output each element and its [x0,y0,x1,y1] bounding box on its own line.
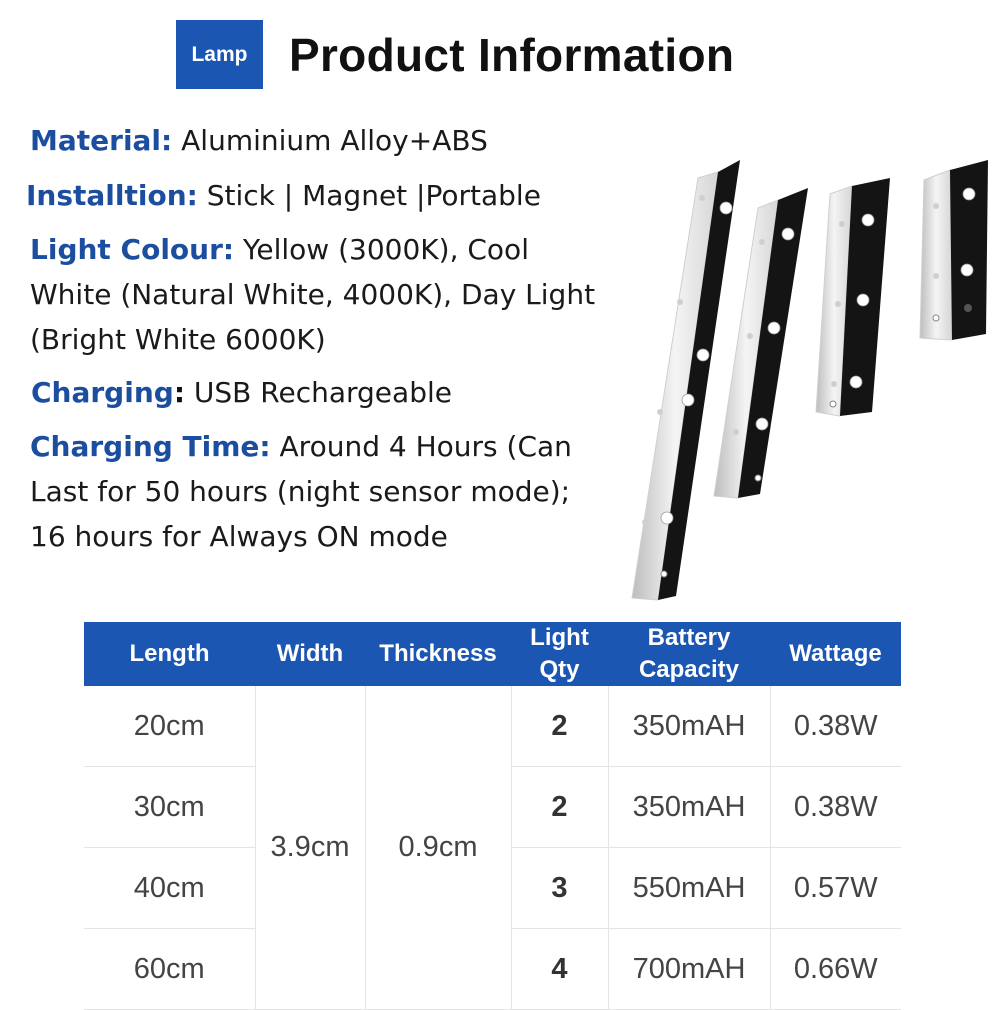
light-bar-60cm [632,160,740,600]
cell-wattage: 0.38W [770,686,901,767]
spec-value: Aluminium Alloy+ABS [172,124,488,157]
size-spec-table [84,622,901,1010]
light-bar-20cm [920,160,988,340]
column-header-wattage: Wattage [770,622,901,686]
product-light-bars-image [618,150,998,610]
brand-logo [176,20,263,89]
cell-length: 40cm [84,848,255,929]
column-header-light-qty: Light Qty [511,622,608,686]
table-row [84,686,901,767]
cell-width: 3.9cm [255,686,365,1010]
cell-light-qty: 2 [511,686,608,767]
spec-colon: : [173,376,186,409]
spec-charging-time [30,424,608,559]
spec-material [30,118,600,163]
cell-battery: 350mAH [608,686,770,767]
table-header-row [84,622,901,686]
spec-value: Around 4 Hours (Can Last for 50 hours (night sensor mode); 16 hours for Always ON mode [30,430,572,553]
cell-light-qty: 4 [511,929,608,1010]
cell-light-qty: 2 [511,767,608,848]
spec-value: Stick | Magnet |Portable [197,179,541,212]
cell-wattage: 0.66W [770,929,901,1010]
column-header-battery-capacity: Battery Capacity [608,622,770,686]
spec-installation [26,173,606,218]
column-header-length: Length [84,622,255,686]
spec-value: USB Rechargeable [185,376,452,409]
cell-length: 30cm [84,767,255,848]
cell-battery: 350mAH [608,767,770,848]
cell-wattage: 0.38W [770,767,901,848]
page-title: Product Information [289,29,735,81]
light-bar-30cm [816,178,890,416]
column-header-thickness: Thickness [365,622,511,686]
cell-battery: 550mAH [608,848,770,929]
spec-label: Material: [30,124,173,157]
spec-charging [31,370,601,415]
cell-battery: 700mAH [608,929,770,1010]
spec-label: Installtion: [26,179,198,212]
cell-thickness: 0.9cm [365,686,511,1010]
spec-value: Yellow (3000K), Cool White (Natural White, 4000K), Day Light (Bright White 6000K) [30,233,596,356]
cell-length: 60cm [84,929,255,1010]
spec-light-colour [30,227,600,362]
spec-label: Charging [31,376,174,409]
spec-label: Charging Time: [30,430,271,463]
column-header-width: Width [255,622,365,686]
cell-wattage: 0.57W [770,848,901,929]
cell-length: 20cm [84,686,255,767]
spec-label: Light Colour: [30,233,235,266]
logo-text: Lamp [191,42,248,66]
cell-light-qty: 3 [511,848,608,929]
